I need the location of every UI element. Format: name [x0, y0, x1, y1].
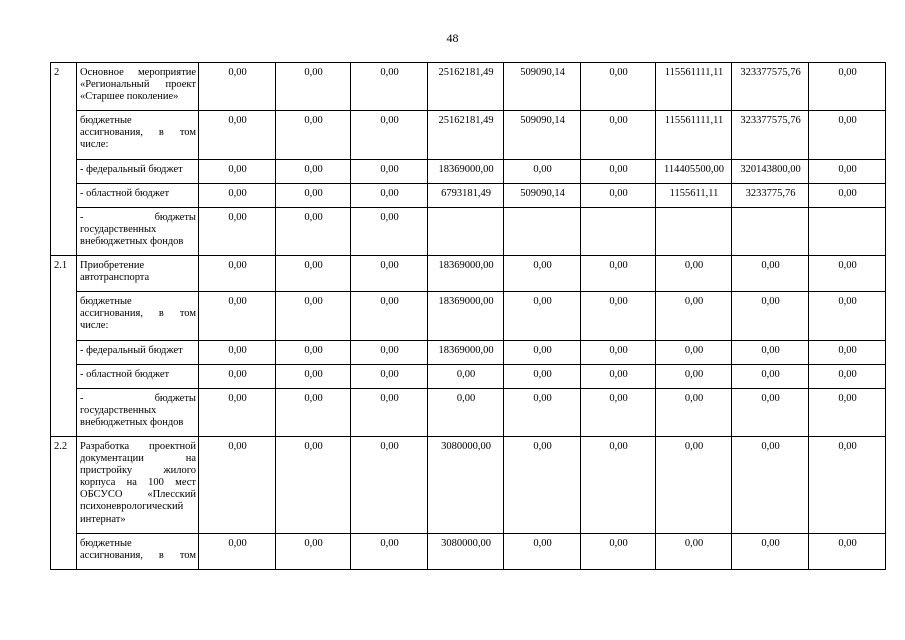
value-cell: 0,00	[809, 364, 886, 388]
value-cell: 114405500,00	[656, 159, 732, 183]
value-cell: 0,00	[504, 159, 581, 183]
value-cell: 509090,14	[504, 63, 581, 111]
value-cell: 0,00	[351, 533, 428, 569]
value-cell: 0,00	[581, 183, 656, 207]
label-line: числе:	[80, 320, 109, 332]
value-cell: 0,00	[351, 159, 428, 183]
label-line: «Региональный проект	[80, 79, 196, 91]
row-label-cell	[77, 388, 199, 436]
value-cell: 1155611,11	[656, 183, 732, 207]
value-cell: 0,00	[732, 256, 809, 292]
row-label-cell	[77, 436, 199, 533]
label-line: - федеральный бюджет	[80, 163, 183, 175]
value-cell: 509090,14	[504, 183, 581, 207]
value-cell: 0,00	[276, 111, 351, 159]
value-cell: 25162181,49	[428, 63, 504, 111]
row-number-cell: 2.1	[51, 256, 77, 437]
value-cell: 0,00	[351, 388, 428, 436]
value-cell: 0,00	[581, 436, 656, 533]
value-cell: 0,00	[351, 183, 428, 207]
empty-cell	[809, 207, 886, 255]
value-cell: 0,00	[581, 364, 656, 388]
value-cell: 0,00	[351, 256, 428, 292]
value-cell: 0,00	[276, 207, 351, 255]
value-cell: 0,00	[199, 292, 276, 340]
label-line: Основное мероприятие	[80, 67, 196, 78]
value-cell: 0,00	[581, 388, 656, 436]
label-line: корпуса на 100 мест	[80, 477, 196, 489]
table-row	[51, 292, 886, 340]
value-cell: 0,00	[276, 364, 351, 388]
value-cell: 0,00	[351, 207, 428, 255]
value-cell: 0,00	[199, 340, 276, 364]
value-cell: 0,00	[809, 111, 886, 159]
page-number: 48	[446, 31, 459, 45]
value-cell: 0,00	[351, 364, 428, 388]
value-cell: 18369000,00	[428, 159, 504, 183]
label-line: - федеральный бюджет	[80, 344, 183, 356]
value-cell: 0,00	[809, 183, 886, 207]
value-cell: 0,00	[809, 388, 886, 436]
value-cell: 0,00	[199, 111, 276, 159]
value-cell: 0,00	[351, 436, 428, 533]
value-cell: 0,00	[504, 340, 581, 364]
value-cell: 0,00	[276, 63, 351, 111]
value-cell: 0,00	[732, 292, 809, 340]
empty-cell	[581, 207, 656, 255]
label-line: ассигнования, в том	[80, 549, 196, 561]
value-cell: 0,00	[199, 159, 276, 183]
value-cell: 0,00	[732, 340, 809, 364]
value-cell: 0,00	[581, 111, 656, 159]
table-row	[51, 256, 886, 292]
value-cell: 0,00	[504, 533, 581, 569]
label-line: документации на	[80, 453, 196, 465]
row-label-cell	[77, 159, 199, 183]
value-cell: 115561111,11	[656, 63, 732, 111]
value-cell: 3080000,00	[428, 436, 504, 533]
value-cell: 0,00	[276, 256, 351, 292]
row-label-cell	[77, 364, 199, 388]
value-cell: 0,00	[656, 256, 732, 292]
value-cell: 0,00	[504, 388, 581, 436]
table-row	[51, 63, 886, 111]
label-line: внебюджетных фондов	[80, 235, 184, 247]
value-cell: 0,00	[351, 63, 428, 111]
row-label-cell	[77, 533, 199, 569]
value-cell: 0,00	[199, 183, 276, 207]
label-line: Разработка проектной	[80, 440, 196, 452]
value-cell: 0,00	[581, 340, 656, 364]
value-cell: 0,00	[199, 364, 276, 388]
label-line: государственных	[80, 404, 157, 416]
value-cell: 0,00	[732, 364, 809, 388]
row-label-cell	[77, 183, 199, 207]
table-row	[51, 533, 886, 569]
value-cell: 0,00	[809, 436, 886, 533]
label-line: числе:	[80, 139, 109, 151]
table-row	[51, 388, 886, 436]
value-cell: 0,00	[809, 256, 886, 292]
empty-cell	[428, 207, 504, 255]
value-cell: 0,00	[199, 63, 276, 111]
label-line: ассигнования, в том	[80, 127, 196, 139]
value-cell: 323377575,76	[732, 111, 809, 159]
row-label-cell	[77, 256, 199, 292]
value-cell: 0,00	[199, 436, 276, 533]
label-line: ОБСУСО «Плесский	[80, 489, 196, 501]
value-cell: 0,00	[428, 364, 504, 388]
value-cell: 3233775,76	[732, 183, 809, 207]
value-cell: 0,00	[581, 159, 656, 183]
row-label-cell	[77, 292, 199, 340]
value-cell: 320143800,00	[732, 159, 809, 183]
label-line: автотранспорта	[80, 272, 150, 284]
value-cell: 0,00	[199, 533, 276, 569]
value-cell: 0,00	[809, 63, 886, 111]
value-cell: 0,00	[732, 388, 809, 436]
label-line: «Старшее поколение»	[80, 91, 179, 103]
empty-cell	[732, 207, 809, 255]
value-cell: 0,00	[732, 436, 809, 533]
value-cell: 0,00	[504, 292, 581, 340]
row-label-cell	[77, 207, 199, 255]
value-cell: 0,00	[276, 159, 351, 183]
label-line: - бюджеты	[80, 211, 196, 223]
table-row	[51, 340, 886, 364]
row-label-cell	[77, 340, 199, 364]
value-cell: 0,00	[809, 533, 886, 569]
value-cell: 0,00	[809, 292, 886, 340]
value-cell: 18369000,00	[428, 292, 504, 340]
label-line: интернат»	[80, 513, 126, 525]
value-cell: 323377575,76	[732, 63, 809, 111]
label-line: внебюджетных фондов	[80, 416, 184, 428]
value-cell: 0,00	[276, 533, 351, 569]
row-label-cell	[77, 63, 199, 111]
value-cell: 0,00	[504, 436, 581, 533]
label-line: ассигнования, в том	[80, 308, 196, 320]
value-cell: 0,00	[276, 436, 351, 533]
value-cell: 25162181,49	[428, 111, 504, 159]
value-cell: 0,00	[199, 388, 276, 436]
value-cell: 0,00	[428, 388, 504, 436]
value-cell: 0,00	[581, 533, 656, 569]
label-line: психоневрологический	[80, 501, 184, 513]
label-line: пристройку жилого	[80, 465, 196, 477]
empty-cell	[656, 207, 732, 255]
label-line: бюджетные	[80, 115, 132, 127]
value-cell: 0,00	[351, 292, 428, 340]
value-cell: 0,00	[656, 533, 732, 569]
label-line: Приобретение	[80, 260, 145, 272]
label-line: бюджетные	[80, 537, 132, 549]
label-line: - областной бюджет	[80, 368, 170, 380]
value-cell: 18369000,00	[428, 256, 504, 292]
value-cell: 18369000,00	[428, 340, 504, 364]
empty-cell	[504, 207, 581, 255]
value-cell: 0,00	[276, 340, 351, 364]
value-cell: 0,00	[351, 111, 428, 159]
row-number-cell: 2.2	[51, 436, 77, 569]
value-cell: 0,00	[276, 292, 351, 340]
table-row	[51, 111, 886, 159]
value-cell: 0,00	[809, 159, 886, 183]
value-cell: 0,00	[581, 63, 656, 111]
value-cell: 0,00	[504, 364, 581, 388]
value-cell: 0,00	[656, 340, 732, 364]
value-cell: 0,00	[581, 256, 656, 292]
value-cell: 0,00	[656, 436, 732, 533]
budget-table	[50, 62, 886, 570]
value-cell: 0,00	[656, 388, 732, 436]
value-cell: 0,00	[732, 533, 809, 569]
table-row	[51, 436, 886, 533]
value-cell: 0,00	[351, 340, 428, 364]
table-row	[51, 159, 886, 183]
value-cell: 3080000,00	[428, 533, 504, 569]
table-row	[51, 207, 886, 255]
row-number-cell: 2	[51, 63, 77, 256]
row-label-cell	[77, 111, 199, 159]
value-cell: 0,00	[199, 207, 276, 255]
value-cell: 0,00	[504, 256, 581, 292]
label-line: - бюджеты	[80, 392, 196, 404]
label-line: бюджетные	[80, 296, 132, 308]
value-cell: 509090,14	[504, 111, 581, 159]
label-line: - областной бюджет	[80, 187, 170, 199]
table-row	[51, 364, 886, 388]
value-cell: 115561111,11	[656, 111, 732, 159]
table-row	[51, 183, 886, 207]
value-cell: 0,00	[581, 292, 656, 340]
value-cell: 0,00	[276, 388, 351, 436]
value-cell: 0,00	[199, 256, 276, 292]
value-cell: 0,00	[656, 292, 732, 340]
value-cell: 0,00	[656, 364, 732, 388]
value-cell: 6793181,49	[428, 183, 504, 207]
label-line: государственных	[80, 223, 157, 235]
value-cell: 0,00	[809, 340, 886, 364]
value-cell: 0,00	[276, 183, 351, 207]
